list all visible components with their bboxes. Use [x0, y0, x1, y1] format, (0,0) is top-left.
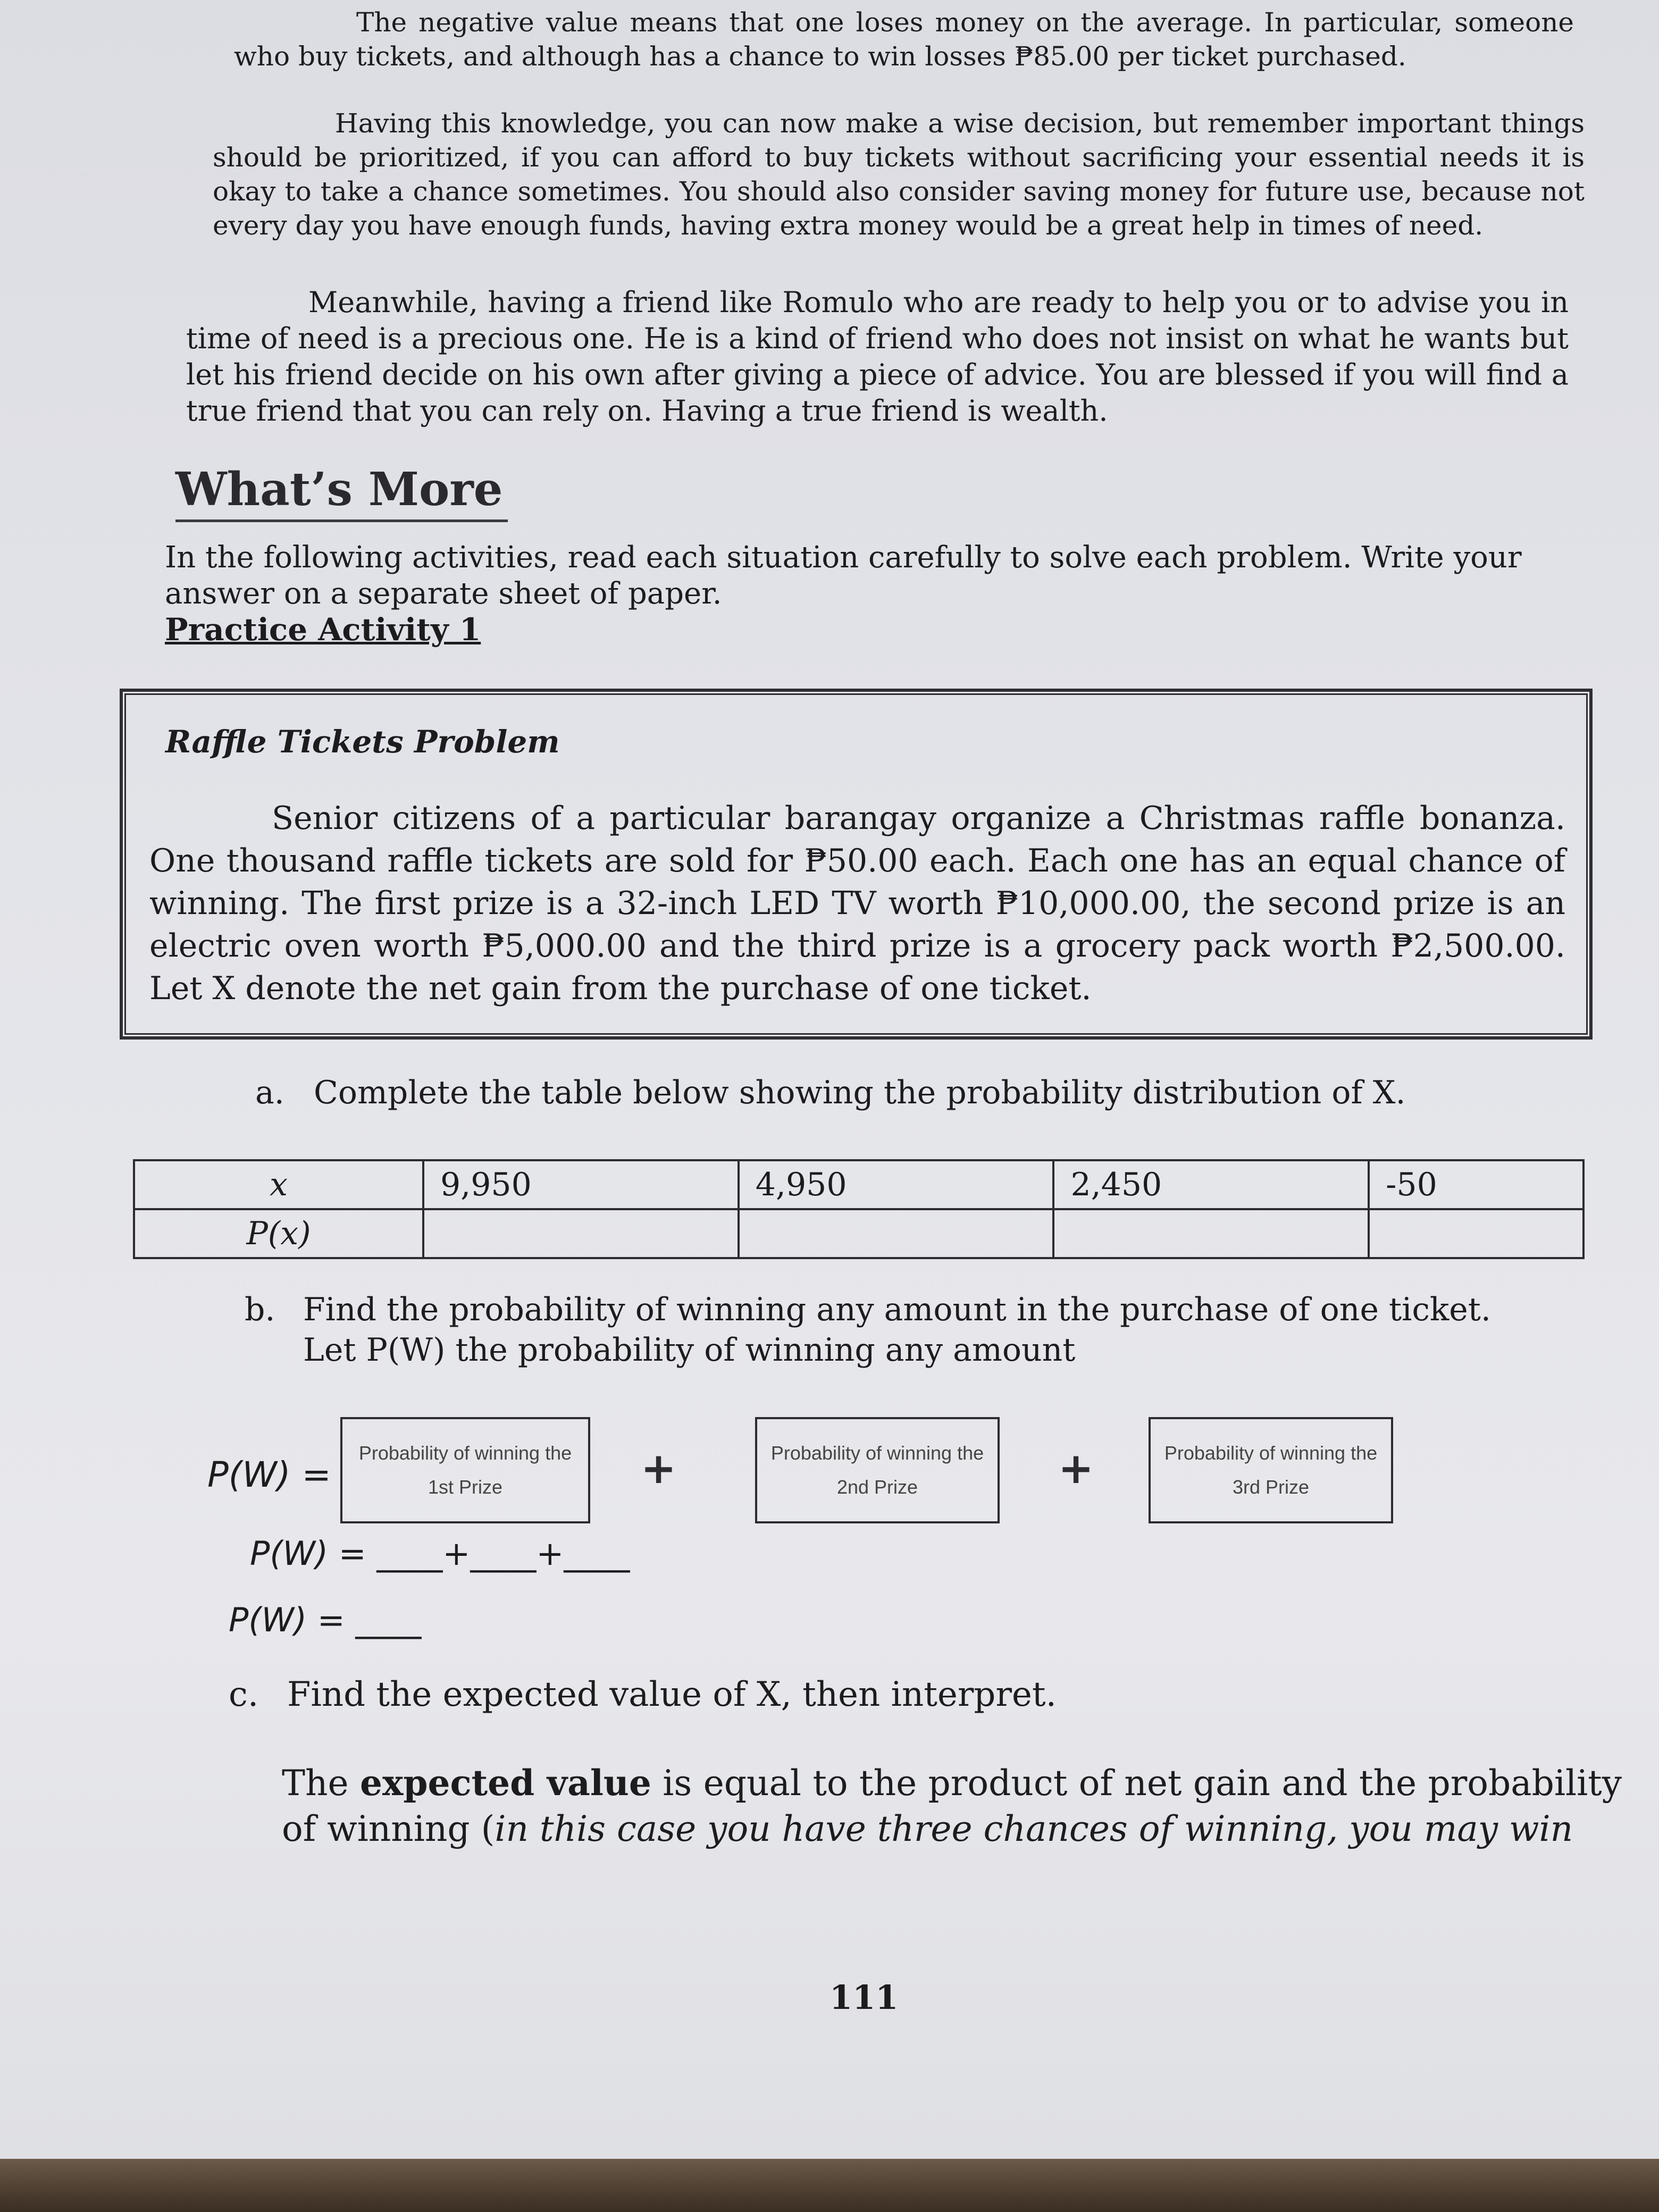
pw-sum-line: P(W) = ____+____+____ — [250, 1534, 630, 1573]
item-c — [229, 1675, 1057, 1714]
pw-label: P(W) = — [207, 1454, 331, 1495]
item-a-text: Complete the table below showing the probability distribution of X. — [314, 1074, 1406, 1111]
px-blank-cell[interactable] — [423, 1209, 739, 1258]
item-c-label: c. — [229, 1675, 259, 1714]
px-header-cell: P(x) — [134, 1209, 423, 1258]
background-surface — [0, 2159, 1659, 2212]
page-number: 111 — [830, 1978, 899, 2017]
px-blank-cell[interactable] — [1369, 1209, 1583, 1258]
x-value-cell: -50 — [1369, 1160, 1583, 1209]
problem-title: Raffle Tickets Problem — [165, 724, 560, 760]
item-c-text: Find the expected value of X, then interpret. — [287, 1675, 1057, 1714]
px-blank-cell[interactable] — [739, 1209, 1054, 1258]
x-header-cell: x — [134, 1160, 423, 1209]
item-b — [245, 1289, 1606, 1370]
ev-text-italic: in this case you have three chances of winning, you may win — [495, 1808, 1573, 1849]
paragraph-negative-value: The negative value means that one loses money on the average. In particular, someone who buy tickets, and although has a chance to win losses ₱85.00 per ticket purchased. — [234, 7, 1574, 72]
problem-text: Senior citizens of a particular barangay organize a Christmas raffle bonanza. One thousand raffle tickets are sold for ₱50.00 each. Each one has an equal chance of winning. The first prize is a 32-inch LED TV worth ₱10,000.00, the second prize is an electric oven worth ₱5,000.00 and the third prize is a grocery pack worth ₱2,500.00. Let X denote the net gain from the purchase of one ticket. — [149, 800, 1565, 1007]
plus-sign: + — [1058, 1444, 1094, 1493]
item-b-text: Find the probability of winning any amount in the purchase of one ticket. — [303, 1291, 1491, 1328]
ev-text-start: The — [282, 1763, 361, 1804]
ev-text-middle: is equal to the product of net gain and the probability of winning ( — [282, 1763, 1622, 1849]
px-blank-cell[interactable] — [1053, 1209, 1369, 1258]
paragraph-true-friend: Meanwhile, having a friend like Romulo who are ready to help you or to advise you in time of need is a precious one. He is a kind of friend who does not insist on what he wants but let his friend decide on his own after giving a piece of advice. You are blessed if you will find a true friend that you can rely on. Having a true friend is wealth. — [186, 286, 1569, 428]
item-a-label: a. — [255, 1074, 284, 1111]
expected-value-explanation — [282, 1760, 1622, 1852]
plus-sign: + — [641, 1444, 677, 1493]
ev-term: expected value — [360, 1762, 651, 1804]
item-b-definition: Let P(W) the probability of winning any amount — [303, 1331, 1076, 1369]
probability-distribution-table — [133, 1159, 1585, 1259]
section-title: What’s More — [175, 463, 508, 522]
problem-box — [120, 689, 1593, 1040]
table-row-x — [134, 1160, 1583, 1209]
table-row-px — [134, 1209, 1583, 1258]
x-value-cell: 9,950 — [423, 1160, 739, 1209]
third-prize-probability-box: Probability of winning the 3rd Prize — [1149, 1417, 1393, 1523]
item-a — [255, 1074, 1406, 1111]
first-prize-probability-box: Probability of winning the 1st Prize — [340, 1417, 590, 1523]
practice-activity-label: Practice Activity 1 — [165, 611, 481, 648]
activity-instructions: In the following activities, read each situation carefully to solve each problem. Write your answer on a separate sheet of paper. — [165, 540, 1522, 611]
pw-result-line: P(W) = ____ — [229, 1601, 422, 1639]
x-value-cell: 4,950 — [739, 1160, 1054, 1209]
item-b-label: b. — [245, 1291, 275, 1328]
second-prize-probability-box: Probability of winning the 2nd Prize — [755, 1417, 1000, 1523]
paragraph-wise-decision: Having this knowledge, you can now make a wise decision, but remember important things should be prioritized, if you can afford to buy tickets without sacrificing your essential needs it is okay to take a chance sometimes. You should also consider saving money for future use, because not every day you have enough funds, having extra money would be a great help in times of need. — [213, 108, 1585, 241]
x-value-cell: 2,450 — [1053, 1160, 1369, 1209]
probability-formula — [197, 1417, 1579, 1534]
